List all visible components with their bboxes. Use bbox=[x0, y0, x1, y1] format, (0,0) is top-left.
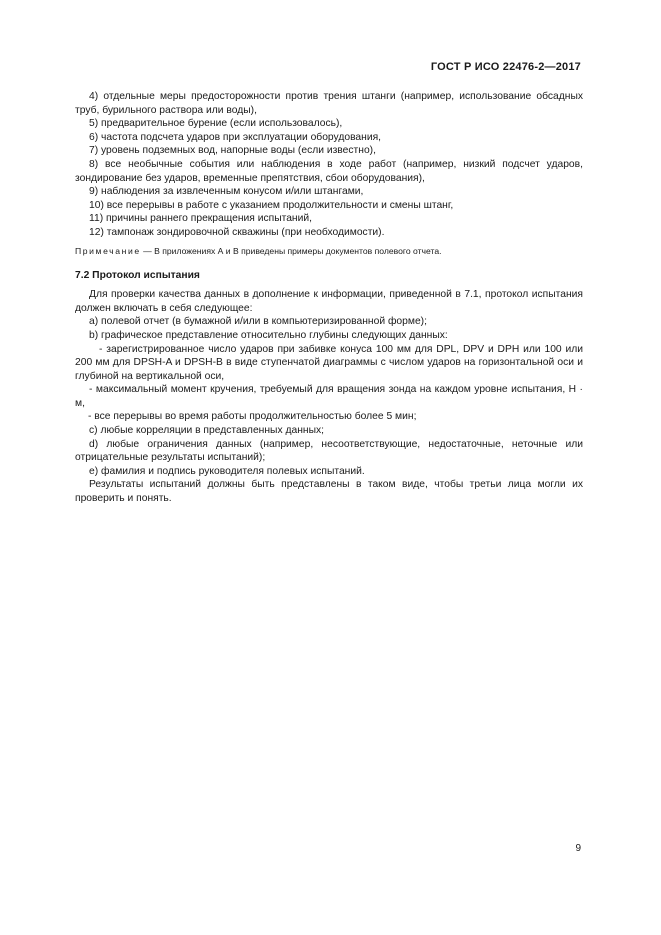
list-item: 5) предварительное бурение (если использовалось), bbox=[89, 118, 343, 130]
list-item: 7) уровень подземных вод, напорные воды (если известно), bbox=[89, 145, 376, 157]
note-label: Примечание bbox=[75, 245, 141, 256]
page-number: 9 bbox=[575, 843, 581, 854]
section-intro: Для проверки качества данных в дополнение к информации, приведенной в 7.1, протокол испытания должен включать в себя следующее: bbox=[75, 289, 583, 314]
dash-item: - максимальный момент кручения, требуемый для вращения зонда на каждом уровне испытания, Н · м, bbox=[75, 384, 583, 409]
dash-item: - все перерывы во время работы продолжительностью более 5 мин; bbox=[88, 411, 417, 423]
closing-paragraph: Результаты испытаний должны быть представлены в таком виде, чтобы третьи лица могли их проверить и понять. bbox=[75, 479, 583, 505]
list-item: 11) причины раннего прекращения испытаний, bbox=[89, 213, 312, 225]
page-content bbox=[75, 90, 583, 506]
list-item: 4) отдельные меры предосторожности против трения штанги (например, использование обсадных труб, бурильного раствора или воды), bbox=[75, 91, 583, 116]
list-item: 8) все необычные события или наблюдения в ходе работ (например, низкий подсчет ударов, зондирование без ударов, временные препятствия, сбои оборудования), bbox=[75, 158, 583, 184]
note bbox=[75, 245, 583, 257]
list-item-c: c) любые корреляции в представленных данных; bbox=[89, 425, 324, 437]
list-item: 6) частота подсчета ударов при эксплуатации оборудования, bbox=[89, 131, 382, 143]
list-item: 9) наблюдения за извлеченным конусом и/или штангами, bbox=[89, 186, 364, 198]
list-item: 10) все перерывы в работе с указанием продолжительности и смены штанг, bbox=[89, 199, 454, 211]
document-code-header: ГОСТ Р ИСО 22476-2—2017 bbox=[430, 61, 581, 73]
note-text: — В приложениях А и В приведены примеры документов полевого отчета. bbox=[140, 245, 442, 256]
section-title: 7.2 Протокол испытания bbox=[75, 269, 200, 281]
list-item-b: b) графическое представление относительно глубины следующих данных: bbox=[89, 329, 448, 341]
list-item: 12) тампонаж зондировочной скважины (при необходимости). bbox=[89, 226, 385, 238]
dash-item: - зарегистрированное число ударов при забивке конуса 100 мм для DPL, DPV и DPH или 100 или 200 мм для DPSH-A и DPSH-B в виде ступенчатой диаграммы с числом ударов на горизонтальной оси и глубиной на вертикальной оси, bbox=[75, 343, 583, 382]
list-item-d: d) любые ограничения данных (например, несоответствующие, недостаточные, неточные или отрицательные результаты испытаний); bbox=[75, 438, 583, 464]
list-item-e: e) фамилия и подпись руководителя полевых испытаний. bbox=[89, 465, 365, 477]
list-item-a: a) полевой отчет (в бумажной и/или в компьютеризированной форме); bbox=[89, 316, 427, 328]
